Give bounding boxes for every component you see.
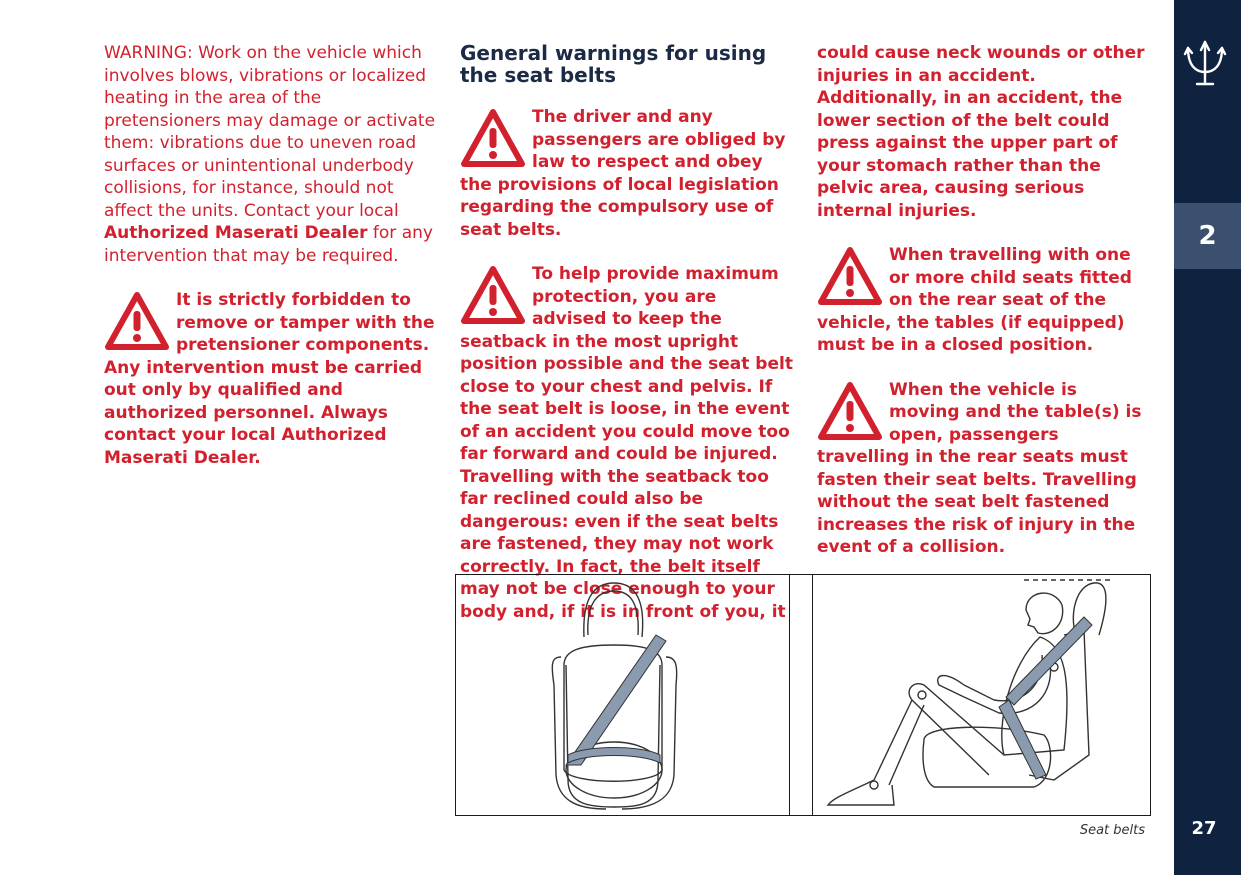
warning-triangle-icon [104,291,170,351]
pretensioner-warning: WARNING: Work on the vehicle which involves blows, vibrations or localized heating in the area of the pretensioners may damage or activate them: vibrations due to uneven road surfaces or unintentional underbody collisions, for instance, should not affect the units. Contact your local Authorized Maserati Dealer for any intervention that may be required. [104,43,436,266]
warning-triangle-icon [460,265,526,325]
page-sidebar [1174,0,1241,875]
alert-pretensioner-tamper: It is strictly forbidden to remove or tamper with the pretensioner components. Any intervention must be carried out only by qualified and authorized personnel. Always contact your local Authorized Maserati Dealer. [104,290,435,468]
figure-divider [789,574,813,816]
alert-table-open: When the vehicle is moving and the table(s) is open, passengers travelling in the rear seats must fasten their seat belts. Travelling without the seat belt fastened increases the risk of injury in the event of a collision. [817,379,1142,557]
chapter-indicator: 2 [1174,203,1241,269]
alert-seatback-position: To help provide maximum protection, you are advised to keep the seatback in the most upright position possible and the seat belt close to your chest and pelvis. If the seat belt is loose, in the event of an accident you could move too far forward and could be injured. Travelling with the seatback too far reclined could also be dangerous: even if the seat belts are fastened, they may not work correctly. In fact, the belt itself may not be close enough to your body and, if it is in front of you, it [460,264,793,622]
warning-triangle-icon [817,381,883,441]
column-right [817,42,1151,559]
dealer-name: Authorized Maserati Dealer [104,223,368,243]
page-number: 27 [1191,818,1217,839]
alert-legal-obligation: The driver and any passengers are obliged by law to respect and obey the provisions of local legislation regarding the compulsory use of seat belts. [460,107,786,240]
warning-triangle-icon [460,108,526,168]
front-view-illustration [456,575,789,815]
section-heading: General warnings for using the seat belts [460,41,767,87]
column-left [104,42,436,469]
side-view-illustration [814,575,1150,815]
warning-triangle-icon [817,246,883,306]
column-middle [460,42,794,623]
trident-logo-icon [1182,38,1228,88]
alert-continuation: could cause neck wounds or other injuries in an accident. Additionally, in an accident, the lower section of the belt could press against the upper part of your stomach rather than the pelvic area, causing serious internal injuries. [817,43,1145,221]
alert-child-seats: When travelling with one or more child seats fitted on the rear seat of the vehicle, the tables (if equipped) must be in a closed position. [817,245,1132,355]
figure-caption: Seat belts [1079,823,1145,838]
